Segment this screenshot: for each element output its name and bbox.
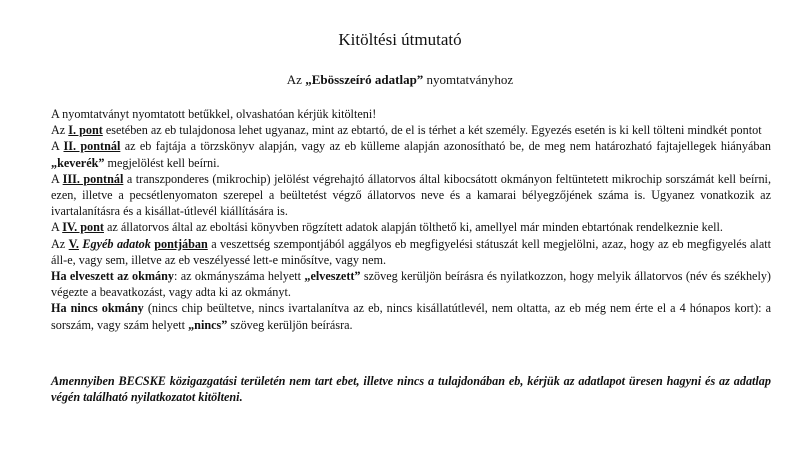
text: : az okmányszáma helyett bbox=[174, 269, 305, 284]
text: az állatorvos által az eboltási könyvben rögzített adatok alapján tölthető ki, amellyel már minden ebtartónak rendelkeznie kell. bbox=[103, 220, 723, 235]
section-1-paragraph bbox=[51, 122, 771, 138]
section-title: Egyéb adatok bbox=[78, 236, 155, 251]
subtitle-prefix: Az bbox=[286, 72, 306, 87]
text: (nincs chip beültetve, nincs ivartalanítva az eb, nincs kisállatútlevél, nem oltatta, az eb még nem érte el a 4 hónapos kort): a sorszám, vagy szám helyett bbox=[51, 301, 771, 332]
text: megjelölést kell beírni. bbox=[104, 155, 220, 170]
section-ref: II. pontnál bbox=[63, 139, 121, 154]
section-ref-suffix: pontjában bbox=[154, 236, 208, 251]
section-ref: III. pontnál bbox=[62, 171, 124, 186]
section-3-paragraph bbox=[51, 171, 771, 220]
case-heading: Ha nincs okmány bbox=[51, 301, 144, 316]
section-ref: IV. pont bbox=[62, 220, 104, 235]
page-title: Kitöltési útmutató bbox=[338, 30, 462, 49]
text: az eb fajtája a törzskönyv alapján, vagy az eb külleme alapján azonosítható be, de meg nem határozható fajtajellegek hiányában bbox=[120, 139, 771, 154]
text: szöveg kerüljön beírásra. bbox=[227, 317, 353, 332]
text: A bbox=[51, 220, 63, 235]
keyword: „elveszett” bbox=[304, 269, 361, 284]
text: szöveg kerüljön beírásra és nyilatkozzon, hogy melyik állatorvos (név és székhely) végezte a beavatkozást, vagy adta ki az okmányt. bbox=[51, 269, 771, 300]
text: Az bbox=[51, 236, 69, 251]
text: A bbox=[51, 171, 63, 186]
text: a veszettség szempontjából aggályos eb megfigyelési státuszát kell megjelölni, azaz, hogy az eb megfigyelés alatt áll-e, vagy sem, illetve az eb veszélyessé lett-e minősítve, vagy nem. bbox=[51, 236, 771, 267]
text: a transzponderes (mikrochip) jelölést végrehajtó állatorvos által kibocsátott okmányon feltüntetett mikrochip sorszámát kell beírni, ezen, illetve a pecsétlenyomaton szerepel a beültetést végző állatorvos neve és a kamarai bélyegzőjének száma is. Ugyanez vonatkozik az ivartalanításra és a kisállat-útlevél kiállítására is. bbox=[51, 171, 771, 219]
form-name: „Ebösszeíró adatlap” bbox=[305, 72, 424, 87]
section-2-paragraph bbox=[51, 138, 771, 170]
section-5-paragraph bbox=[51, 236, 771, 268]
section-4-paragraph bbox=[51, 219, 771, 235]
no-document-paragraph bbox=[51, 300, 771, 332]
section-ref: I. pont bbox=[68, 123, 103, 138]
keyword: „nincs” bbox=[188, 317, 228, 332]
case-heading: Ha elveszett az okmány bbox=[51, 269, 174, 284]
keyword: „keverék” bbox=[51, 155, 105, 170]
text: esetében az eb tulajdonosa lehet ugyanaz, mint az ebtartó, de el is térhet a két személy. Egyezés esetén is ki kell tölteni mindkét pontot bbox=[102, 123, 762, 138]
lost-document-paragraph bbox=[51, 268, 771, 300]
text: A bbox=[51, 139, 64, 154]
subtitle-suffix: nyomtatványhoz bbox=[423, 72, 514, 87]
page-subtitle bbox=[0, 72, 800, 88]
intro-paragraph: A nyomtatványt nyomtatott betűkkel, olvashatóan kérjük kitölteni! bbox=[51, 107, 377, 121]
text: Az bbox=[51, 123, 69, 138]
instructions-body bbox=[51, 106, 771, 333]
closing-note: Amennyiben BECSKE közigazgatási területén nem tart ebet, illetve nincs a tulajdonában eb, kérjük az adatlapot üresen hagyni és az adatlap végén található nyilatkozatot kitölteni. bbox=[51, 374, 771, 405]
section-ref: V. bbox=[68, 236, 79, 251]
